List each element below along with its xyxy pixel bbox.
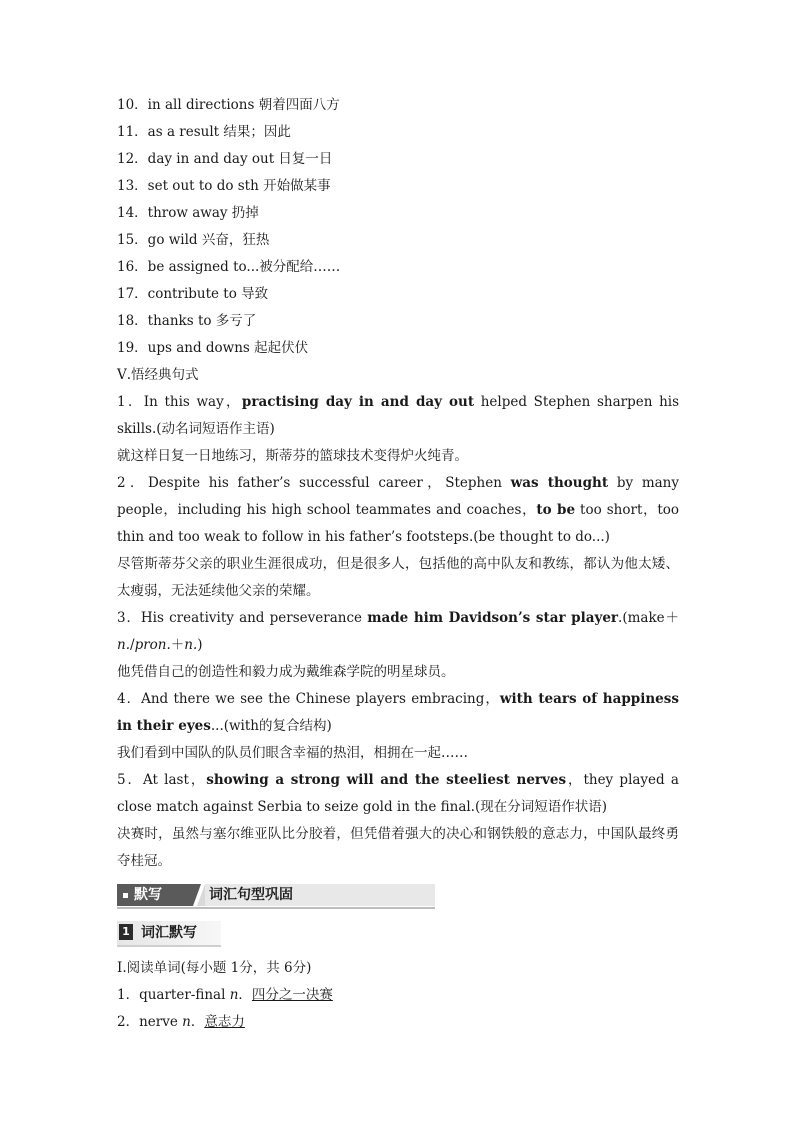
subsection-label: 词汇默写 xyxy=(141,925,197,941)
answer: 四分之一决赛 xyxy=(251,987,333,1003)
list-item: 16．be assigned to...被分配给…… xyxy=(117,259,341,275)
exercise-item: 1．quarter-final n．四分之一决赛 xyxy=(117,987,333,1003)
sentence-4-translation: 我们看到中国队的队员们眼含幸福的热泪，相拥在一起…… xyxy=(117,745,468,761)
phrase-list xyxy=(117,92,679,362)
sentence-1-translation: 就这样日复一日地练习，斯蒂芬的篮球技术变得炉火纯青。 xyxy=(117,448,468,464)
key-phrase: with tears of happiness in their eyes xyxy=(117,691,679,734)
section-title: Ⅴ.悟经典句式 xyxy=(117,367,199,383)
list-item: 11．as a result 结果；因此 xyxy=(117,124,291,140)
sentence-2: 2．Despite his father’s successful career，Stephen was thought by many people，including his high school teammates and coaches，to be too short，too thin and too weak to follow in his father’s footsteps.(be thought to do...) xyxy=(117,475,680,545)
sentence-2-translation: 尽管斯蒂芬父亲的职业生涯很成功，但是很多人，包括他的高中队友和教练，都认为他太矮、太瘦弱，无法延续他父亲的荣耀。 xyxy=(117,556,679,599)
list-item: 19．ups and downs 起起伏伏 xyxy=(117,340,309,356)
subsection-heading xyxy=(117,921,221,947)
banner-left: 默写 xyxy=(117,884,193,906)
sentence-3: 3．His creativity and perseverance made him Davidson’s star player.(make＋n./pron.＋n.) xyxy=(117,610,680,653)
sentence-5-translation: 决赛时，虽然与塞尔维亚队比分胶着，但凭借着强大的决心和钢铁般的意志力，中国队最终勇夺桂冠。 xyxy=(117,826,679,869)
key-phrase: practising day in and day out xyxy=(241,394,475,410)
exercise-title: Ⅰ.阅读单词(每小题 1分，共 6分) xyxy=(117,960,312,976)
sentence-3-translation: 他凭借自己的创造性和毅力成为戴维森学院的明星球员。 xyxy=(117,664,455,680)
list-item: 10．in all directions 朝着四面八方 xyxy=(117,97,340,113)
key-phrase: made him Davidson’s star player xyxy=(367,610,619,626)
exercise-item: 2．nerve n．意志力 xyxy=(117,1014,245,1030)
list-item: 12．day in and day out 日复一日 xyxy=(117,151,333,167)
document-page xyxy=(117,92,679,1036)
sentence-4: 4．And there we see the Chinese players embracing，with tears of happiness in their eyes...(with的复合结构) xyxy=(117,691,679,734)
section-banner xyxy=(117,883,435,909)
answer: 意志力 xyxy=(204,1014,245,1030)
list-item: 17．contribute to 导致 xyxy=(117,286,269,302)
key-phrase: to be xyxy=(536,502,576,518)
number-badge: 1 xyxy=(119,924,133,940)
banner-right: 词汇句型巩固 xyxy=(205,884,435,906)
key-phrase: showing a strong will and the steeliest nerves xyxy=(206,772,567,788)
list-item: 14．throw away 扔掉 xyxy=(117,205,259,221)
sentence-5: 5．At last，showing a strong will and the steeliest nerves，they played a close match against Serbia to seize gold in the final.(现在分词短语作状语) xyxy=(117,772,679,815)
list-item: 13．set out to do sth 开始做某事 xyxy=(117,178,331,194)
key-phrase: was thought xyxy=(510,475,609,491)
list-item: 18．thanks to 多亏了 xyxy=(117,313,257,329)
list-item: 15．go wild 兴奋，狂热 xyxy=(117,232,270,248)
square-icon xyxy=(123,893,128,898)
sentence-1: 1．In this way，practising day in and day out helped Stephen sharpen his skills.(动名词短语作主语) xyxy=(117,394,680,437)
